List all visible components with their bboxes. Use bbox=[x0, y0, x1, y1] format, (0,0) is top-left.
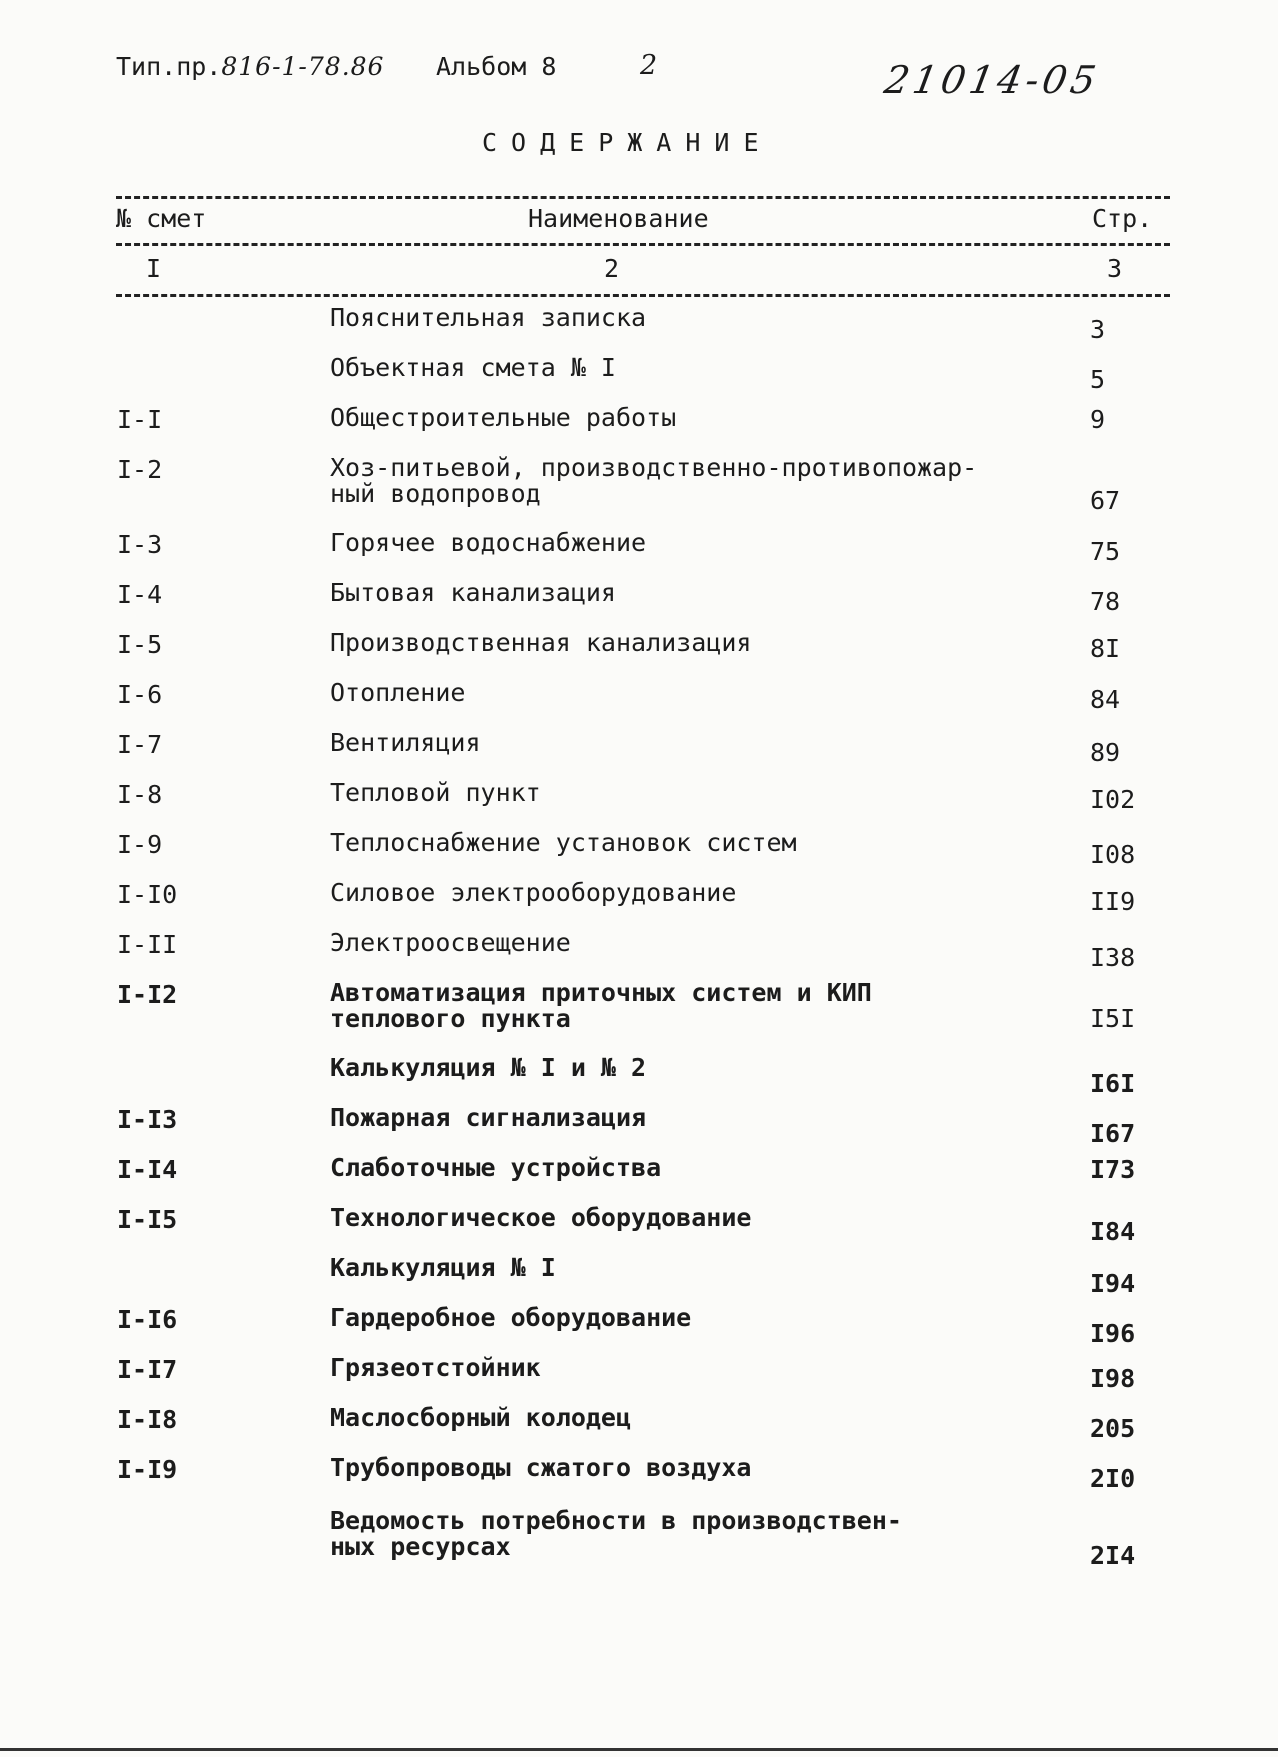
row-number: I-6 bbox=[117, 680, 163, 709]
row-number: I-9 bbox=[117, 830, 163, 859]
row-name: Теплоснабжение установок систем bbox=[330, 828, 797, 857]
row-name: Объектная смета № I bbox=[330, 353, 616, 382]
row-number: I-3 bbox=[117, 530, 163, 559]
row-name: Слаботочные устройства bbox=[330, 1153, 662, 1182]
row-number: I-8 bbox=[117, 780, 163, 809]
row-page: 78 bbox=[1090, 587, 1121, 616]
row-name: Бытовая канализация bbox=[330, 578, 616, 607]
bottom-edge-line bbox=[0, 1748, 1278, 1751]
divider-index bbox=[116, 294, 1170, 297]
row-page: II9 bbox=[1090, 887, 1136, 916]
row-page: I02 bbox=[1090, 785, 1136, 814]
type-project-number: 816-1-78.86 bbox=[221, 52, 385, 81]
divider-header bbox=[116, 243, 1170, 246]
sheet-number: 2 bbox=[640, 50, 659, 81]
row-name: Силовое электрооборудование bbox=[330, 878, 737, 907]
row-name: Вентиляция bbox=[330, 728, 481, 757]
row-page: 205 bbox=[1090, 1414, 1136, 1443]
row-number: I-4 bbox=[117, 580, 163, 609]
row-page: 89 bbox=[1090, 738, 1121, 767]
row-page: 3 bbox=[1090, 315, 1106, 344]
row-page: I73 bbox=[1090, 1155, 1136, 1184]
row-name: Калькуляция № I и № 2 bbox=[330, 1053, 647, 1082]
row-page: 2I4 bbox=[1090, 1541, 1136, 1570]
column-header-name: Наименование bbox=[528, 204, 709, 233]
row-number: I-7 bbox=[117, 730, 163, 759]
row-number: I-2 bbox=[117, 455, 163, 484]
row-page: 9 bbox=[1090, 405, 1106, 434]
column-index-page: 3 bbox=[1107, 254, 1123, 283]
row-number: I-I7 bbox=[117, 1355, 178, 1384]
row-page: 8I bbox=[1090, 634, 1121, 663]
row-name: Гардеробное оборудование bbox=[330, 1303, 692, 1332]
row-page: I98 bbox=[1090, 1364, 1136, 1393]
column-header-page: Стр. bbox=[1092, 204, 1153, 233]
page-title: СОДЕРЖАНИЕ bbox=[482, 128, 773, 157]
row-name: Ведомость потребности в производствен- ных ресурсах bbox=[330, 1506, 902, 1561]
row-name: Пожарная сигнализация bbox=[330, 1103, 647, 1132]
row-number: I-I9 bbox=[117, 1455, 178, 1484]
row-name: Хоз-питьевой, производственно-противопожар- ный водопровод bbox=[330, 453, 978, 508]
row-page: I08 bbox=[1090, 840, 1136, 869]
row-page: 5 bbox=[1090, 365, 1106, 394]
row-name: Электроосвещение bbox=[330, 928, 571, 957]
row-number: I-I8 bbox=[117, 1405, 178, 1434]
row-name: Общестроительные работы bbox=[330, 403, 677, 432]
row-page: 2I0 bbox=[1090, 1464, 1136, 1493]
document-code: 21014-05 bbox=[881, 58, 1103, 102]
row-page: I84 bbox=[1090, 1217, 1136, 1246]
row-name: Автоматизация приточных систем и КИП теплового пункта bbox=[330, 978, 872, 1033]
row-number: I-I3 bbox=[117, 1105, 178, 1134]
row-number: I-I2 bbox=[117, 980, 178, 1009]
column-index-number: I bbox=[146, 254, 162, 283]
row-number: I-II bbox=[117, 930, 178, 959]
row-name: Тепловой пункт bbox=[330, 778, 541, 807]
row-number: I-I5 bbox=[117, 1205, 178, 1234]
row-page: 67 bbox=[1090, 486, 1121, 515]
column-header-number: № смет bbox=[116, 204, 207, 233]
row-page: 75 bbox=[1090, 537, 1121, 566]
row-number: I-5 bbox=[117, 630, 163, 659]
row-name: Производственная канализация bbox=[330, 628, 752, 657]
row-number: I-I0 bbox=[117, 880, 178, 909]
row-number: I-I bbox=[117, 405, 163, 434]
row-name: Грязеотстойник bbox=[330, 1353, 541, 1382]
row-name: Калькуляция № I bbox=[330, 1253, 556, 1282]
row-page: I67 bbox=[1090, 1119, 1136, 1148]
divider-top bbox=[116, 196, 1170, 199]
row-number: I-I4 bbox=[117, 1155, 178, 1184]
row-name: Пояснительная записка bbox=[330, 303, 647, 332]
row-page: I6I bbox=[1090, 1069, 1136, 1098]
row-page: I5I bbox=[1090, 1004, 1136, 1033]
row-name: Горячее водоснабжение bbox=[330, 528, 647, 557]
row-name: Маслосборный колодец bbox=[330, 1403, 632, 1432]
column-index-name: 2 bbox=[604, 254, 620, 283]
row-name: Технологическое оборудование bbox=[330, 1203, 752, 1232]
row-page: I94 bbox=[1090, 1269, 1136, 1298]
album-label: Альбом 8 bbox=[436, 52, 557, 81]
row-name: Трубопроводы сжатого воздуха bbox=[330, 1453, 752, 1482]
row-page: I38 bbox=[1090, 943, 1136, 972]
row-name: Отопление bbox=[330, 678, 466, 707]
type-project-prefix: Тип.пр. bbox=[116, 52, 222, 81]
row-page: 84 bbox=[1090, 685, 1121, 714]
row-page: I96 bbox=[1090, 1319, 1136, 1348]
row-number: I-I6 bbox=[117, 1305, 178, 1334]
